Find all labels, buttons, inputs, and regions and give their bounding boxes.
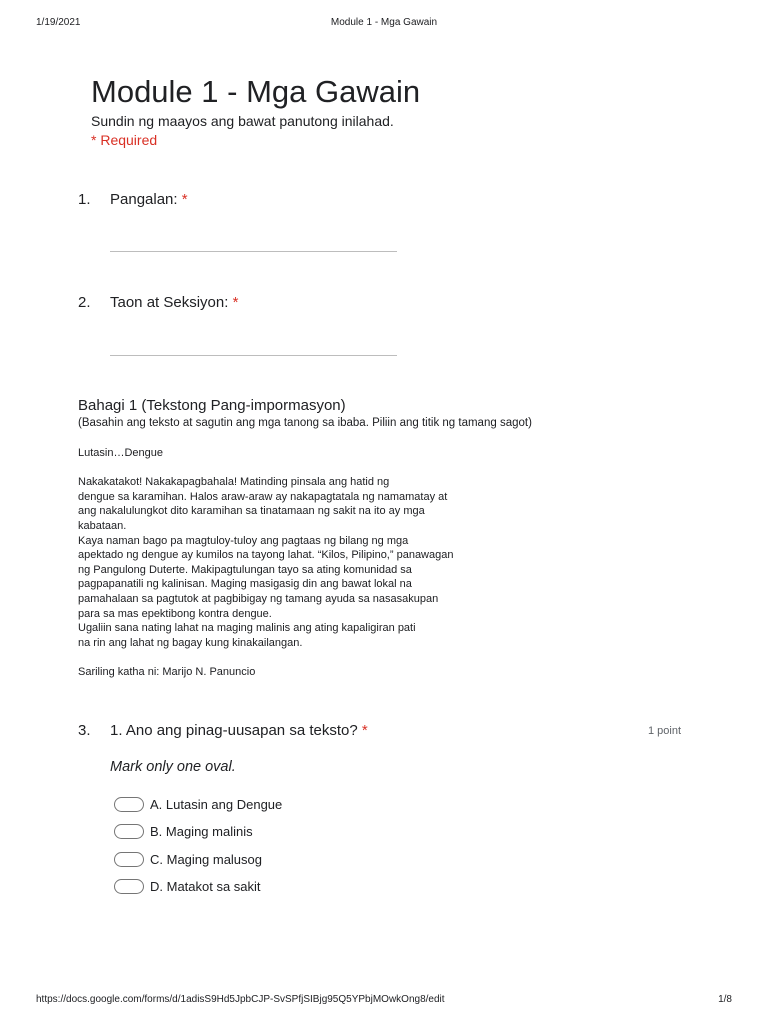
passage-line: dengue sa karamihan. Halos araw-araw ay nakapagtatala ng namamatay at: [78, 490, 448, 503]
passage-line: pagpapanatili ng kalinisan. Maging masigasig din ang bawat lokal na: [78, 578, 412, 591]
option-a[interactable]: [114, 795, 282, 813]
passage-heading: Lutasin…Dengue: [78, 447, 164, 459]
section-title: Bahagi 1 (Tekstong Pang-impormasyon): [78, 397, 346, 414]
option-label: A. Lutasin ang Dengue: [150, 796, 283, 812]
section-description: (Basahin ang teksto at sagutin ang mga tanong sa ibaba. Piliin ang titik ng tamang sagot): [78, 417, 532, 429]
passage-line: ang nakalulungkot dito karamihan sa tinatamaan ng sakit na ito ay mga: [78, 505, 425, 518]
radio-oval[interactable]: [114, 852, 144, 867]
radio-oval[interactable]: [114, 797, 144, 812]
option-d[interactable]: [114, 877, 261, 895]
passage-line: Ugaliin sana nating lahat na maging malinis ang ating kapaligiran pati: [78, 622, 416, 635]
required-star: *: [181, 191, 188, 208]
option-label: D. Matakot sa sakit: [150, 878, 261, 894]
page-number: 1/8: [718, 994, 732, 1005]
passage: [78, 446, 453, 680]
question-1-number: 1.: [78, 191, 91, 208]
radio-oval[interactable]: [114, 824, 144, 839]
section-answer-field[interactable]: [110, 355, 397, 356]
question-2-label: Taon at Seksiyon:: [110, 294, 229, 311]
question-1-label: Pangalan:: [110, 191, 178, 208]
question-3-label: 1. Ano ang pinag-uusapan sa teksto?: [110, 722, 358, 739]
passage-line: apektado ng dengue ay kumilos na tayong lahat. “Kilos, Pilipino,” panawagan: [78, 549, 454, 562]
passage-line: kabataan.: [78, 519, 127, 532]
required-note: * Required: [91, 132, 158, 148]
passage-line: para sa mas epektibong kontra dengue.: [78, 607, 272, 620]
points-label: 1 point: [648, 725, 682, 737]
option-label: B. Maging malinis: [150, 823, 253, 839]
option-label: C. Maging malusog: [150, 851, 262, 867]
passage-line: ng Pangulong Duterte. Makipagtulungan tayo sa ating komunidad sa: [78, 563, 412, 576]
question-1-title: [110, 191, 188, 208]
form-title: Module 1 - Mga Gawain: [91, 74, 421, 109]
question-3-number: 3.: [78, 722, 91, 739]
option-c[interactable]: [114, 850, 262, 868]
passage-line: Nakakatakot! Nakakapagbahala! Matinding pinsala ang hatid ng: [78, 476, 390, 489]
question-3-title: [110, 722, 368, 739]
passage-author: Sariling katha ni: Marijo N. Panuncio: [78, 665, 256, 678]
passage-line: pamahalaan sa pagtutok at pagbibigay ng tamang ayuda sa nasasakupan: [78, 592, 439, 605]
print-date: 1/19/2021: [36, 17, 81, 28]
required-star: *: [232, 294, 239, 311]
form-description: Sundin ng maayos ang bawat panutong inilahad.: [91, 113, 394, 129]
question-2-title: [110, 294, 238, 311]
print-title: Module 1 - Mga Gawain: [330, 17, 438, 28]
passage-line: na rin ang lahat ng bagay kung kinakailangan.: [78, 636, 303, 649]
passage-line: Kaya naman bago pa magtuloy-tuloy ang pagtaas ng bilang ng mga: [78, 534, 409, 547]
question-2-number: 2.: [78, 294, 91, 311]
print-url: https://docs.google.com/forms/d/1adisS9Hd5JpbCJP-SvSPfjSIBjg95Q5YPbjMOwkOng8/edit: [36, 994, 445, 1005]
mark-instruction: Mark only one oval.: [110, 759, 236, 775]
name-answer-field[interactable]: [110, 251, 397, 252]
required-star: *: [361, 722, 368, 739]
option-b[interactable]: [114, 822, 253, 840]
radio-oval[interactable]: [114, 879, 144, 894]
